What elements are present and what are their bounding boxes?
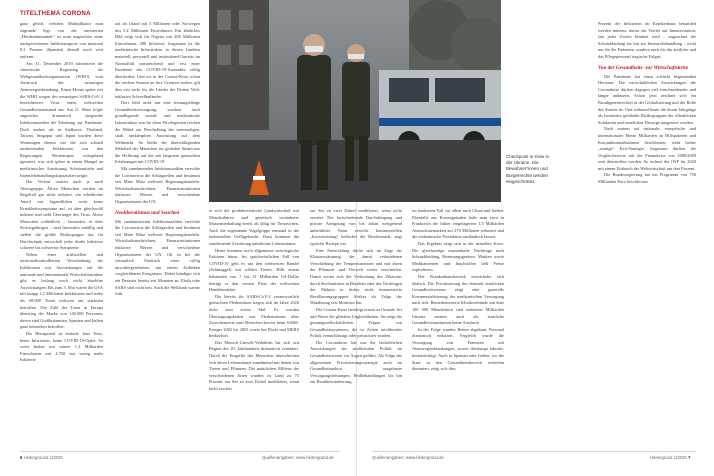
subheading: Von der Gesundheits- zur Wirtschaftskrise — [598, 64, 689, 71]
section-title: TITELTHEMA — [20, 11, 61, 17]
paragraph: Der Krankenhausbereich entwickelte sich ähnlich. Die Privatisierung des ehemals staatlichen Gesundheitswesens zeigt eine generelle Kommerzialisierung der medizinischen Versorgung nach sich. Bemerkenswerte Klinikverbünde mit über 100 000 Mitarbeitern sind mehreren Milliarden Umsatz setzten auch als staatliche Gesundheitsinstitution keine Ausdruck. — [412, 273, 504, 326]
paragraph: Neben einer artifiziellen und territorialkontrollierten Verschiebung der Infektionen mit Auswirkungen auf die nationale und internationale Wirtschaftsstruktur gibt es bislang noch nicht absehbar Auswirkungen: Bis zum 5. Mai waren die USA mit knapp 1,2 Millionen Infektionen und mehr als 68.000 Toten weltweit am stärksten betroffen. Die Zahl der Toten in Europa überstieg die Marke von 140.000 Personen, davon sind Großbritannien, Spanien und Italien ganz besonders betroffen. — [20, 251, 103, 330]
footer-left — [20, 455, 63, 460]
paragraph: zur See zu zwei Drittel modifiziert, wenn nicht zerstört. Die fortschreitende Durchdringung und private Aneignung von bis dahin weitgehend unberührter Natur erweckt kommerziellen „Inwertsetzung“ befördert die Biodiversität, engt typische Biotope ein. — [310, 208, 402, 246]
paragraph: auf als Irland mit 5 Millionen oder Norwegen mit 5,4 Millionen Einwohnern. Ein ähnliches Bild zeigt sich für Nigeria mit 206 Millionen Einwohnern, 280 Infizierte. Insgesamt ist die medizinische Infrastruktur in diesen Ländern materiell, personell und institutionell bereits im Normalfall unzureichend und erst einer Pandemie des COVID-19-Ausmaßes völlig überfordert. Und wo in der Corona-Krise schon die reichen Staaten an ihre Grenzen stoßen, gilt dies erst recht für die Länder der Dritten Welt, inklusive Schwellenländer. — [115, 21, 200, 99]
paragraph: Am 31. Dezember 2019 informierte die chinesische Regierung die Weltgesundheitsorganisation (WHO) vom Ausbruch der neuartigen Atemwegserkrankung. Einen Monat später rief die WHO wegen des neuartigen SARS-CoV-2 bezeichneten Virus einen weltweiten Gesundheitsnotstand aus. Am 11. März folgte angesichts dramatisch steigender Infektionszahlen die Erhebung zur Pandemie. Doch anders als in Südkorea, Thailand, Taiwan, Singapur und Japan wurden diese Warnungen ebenso wie die sich schnell ausbreitenden Infektionen von den Regierungen Westeuropas weitgehend ignoriert, was sich später in einem Mangel an medizinischer Ausrüstung, Schutzmitteln und Intensivbehandlungskapazitäten zeigte. — [20, 60, 103, 178]
publication-name: Hinterground 1/2020 — [23, 455, 63, 460]
text-column-4 — [310, 208, 402, 449]
page-number: 7 — [688, 455, 691, 460]
paragraph: Mit randomisierten Infektionszahlen erreichte die Coronavirus die Schlagzeilen und bestimmt seit Mitte März weltweit Regierungshandeln. Wirtschaftsnachrichten, Finanzinstitutionen inklusive Börsen und verschiedene Organisationen der UN. Oft ist bei der vermutlich Eindruck eines völlig unvorhergesehenen, mit einem Erdbeben vergleichbaren Ereignisses. Dabei kündigte sich ein Desaster bereits seit Monaten an. Ebola oder SARS sind nicht neu. Auch die Weltbank warnte früh. — [115, 218, 200, 297]
footer-source-left — [262, 455, 334, 460]
source-note: Quellenangaben: www.hintergrund.de — [262, 455, 334, 460]
paragraph: In der Folge wurden Betten abgebaut, Personal dramatisch reduziert. Vergleich wurde die Versorgung von Patienten mit Atemwegserkrankungen, soweit überhaupt lukrativ, beeinträchtigt. Auch in Spanien oder Italien, wo der Staat in den Gesundheitsbereich weiterhin dominiert, zeigt sich dies. — [412, 326, 504, 372]
paragraph: Dort fehlt nicht nur eine leistungsfähige Gesundheitsversorgung, sondern auch grundlegende soziale und medizinische Infrastruktur: nur für diese Privilegierten reichen die Mittel zur Beschaffung der notwendigen, stark umkämpften Ausrüstung auf dem Weltmarkt. So bleibt der überwältigenden Mehrheit der Menschen im globalen Süden nur die Hoffnung auf die seit längerem gemachten Erfahrungen mit COVID-19. — [115, 100, 200, 165]
photo-caption: Checkpoint in Kiew in der Ukraine. Die Bewohner*innen und Bürgerrechte werden eingeschränkt. — [506, 154, 550, 184]
subheading: Neoliberalismus und Seuchen — [115, 209, 180, 216]
footer-source-right — [372, 455, 444, 460]
text-column-1 — [20, 21, 103, 449]
section-subtitle: CORONA — [62, 11, 91, 17]
text-column-5 — [412, 208, 504, 449]
paragraph: ganz gleich, welchen Multiplikator man zugrunde legt, von der anvisierten „Herdenimmunität“ ist man ungeachtet einer nachgewiesenen Infektionsquote von maximal 9,3 Prozent (Spanien) überall noch weit entfernt. — [20, 21, 103, 59]
paragraph: te sich die produktivistische Landwirtschaft mit Monokulturen und genetisch veränderter Massentierhaltung bereit als fähig für Tierseuchen. Auch die sogenannte Vogelgrippe entstand in der industriellen Geflügelzucht. Dazu kommen die zunehmende Zerstörung natürlicher Lebensräume. — [209, 208, 299, 246]
text-column-6 — [598, 21, 696, 449]
article-photo — [209, 0, 501, 202]
paragraph: Prozent der Infizierten im Krankenhaus behandelt werden müssen, davon ein Viertel auf Intensivstation, fast jeder Zweite beatmet wird – ungeachtet der Schutzkleidung bis hin zur Intensivbehandlung – nicht nur für die Patienten, sondern auch für das ärztliche und das Pflegepersonal tragische Folgen. — [598, 21, 696, 59]
paragraph: Die Corona-Krise bestätigt erneut auf brutale Art und Weise die globalen Ungleichheiten. Sie zeigt die gesamtgesellschaftlichen Folgen von Gesundheitssystemen, die in Zeiten neoliberaler Politik vernachlässigt oder privatisiert wurden. — [310, 306, 402, 339]
publication-name: Hintergrund 1/2020 — [650, 455, 687, 460]
paragraph: Die Coronakrise hat uns die bedrohlichen Auswirkungen der neoliberalen Politik im Gesundheitswesen vor Augen geführt. Als Folge der allgemeinen Privatisierungsstrategie auch im Gesundheitssektor ausgebaute Versorgungsleistungen, Heilbehandlungen bis hin zur Renditeorientierung. — [310, 339, 402, 385]
paragraph: im konkreten Fall vor allem nach China und Indien. Ebenfalls aus Kostengründen halte man etwa in Frankreich die früher eingelagerten 1,5 Milliarden Atemschutzmasken auf 270 Millionen reduziert und die einheimische Produktion ausländisch lassen. — [412, 208, 504, 240]
paragraph: Die Bundesregierung hat ein Programm von 750 Milliarden Euro beschlossen. — [598, 172, 696, 185]
paragraph: Nach seinem auf nationale, europäische und internationaler Ebene Milliarden an Hilfspaketen und Konjunkturmaßnahmen beschlossen, steht bisher „wenige“ Exit-Strategie. Insgesamt dürften die Vergleichswerte mit der Finanzkrise von 2008/2009 weit übertroffen werden. So rechnet der IWF für 2020 mit einem Einbruch der Weltwirtschaft um drei Prozent. — [598, 126, 696, 171]
paragraph: Die Heinsprotal ist einfach: Jene Tests, keine Infizierten, keine COVID-19-Opfer. So weist Indien mit seinen 1,3 Milliarden Einwohnern mit 4.700 nur wenig mehr Infizierte — [20, 330, 103, 363]
paragraph: Mit zunehmenden Infektionszahlen erreichte die Coronavirus die Schlagzeilen und bestimmt seit Mitte März weltweit Regierungshandeln. Wirtschaftsnachrichten, Finanzinstitutionen inklusive Börsen und verschiedene Organisationen der UN. — [115, 166, 200, 205]
paragraph: Eine Entwicklung dürfte sich im Zuge der Klimaerwärmung, der damit verbundenen Verschiebung der Temperaturzonen und mit ihnen der Pflanzen- und Tierwelt weiter verschärfen. Damit weitet sich die Verbreitung des Zikavirus durch Stechmücken in Brasilien oder das Vordringen der Malaria in bisher nicht immunisierte Bevölkerungsgruppen Afrikas als Folge der Wanderung von Moskitos hin. — [310, 247, 402, 306]
paragraph: Heute kommen noch allgemeine soziologische Faktoren hinzu. Im sprichwörtlichen Fall von COVID-19 geht es um den weltweiten Handel (Schmuggel) mit wilden Tieren. Hilft einem bekannten von 7 bis 21 Milliarden US-Dollar beträgt er den vierten Platz der weltweiten Handelsmärkte. — [209, 247, 299, 293]
footer-rule-right — [372, 451, 696, 452]
paragraph: Die Pandemie hat einen schlicht beginnenden Horizont. Die wirtschaftlichen Auswirkungen der Coronakrise dürften dagegen viel einschneidender und länger andauern. Schon jetzt zeichnet sich ein Paradigmenwechsel in der Globalisierung und der Rolle des Staates ab. Und während heute die ihrem Jahrgänge als besonders gefährdet Risikogruppen der öffentlichen Solidarität und staatlichen Fürsorge ausgesetzt werden. — [598, 73, 696, 125]
footer-rule-left — [20, 451, 340, 452]
paragraph: Das Ergebnis zeigt sich in der aktuellen Krise: Die gleichzeitige massenhafte Nachfrage nach Schutzkleidung, Beatmungsgeräten, Masken sowie Medikamenten und Impfstoffen ließ Preise explodieren. — [412, 240, 504, 273]
paragraph: Die bereits für SARS-CoV-2 verantwortlich gemachten Fledermäuse tragen sich im Jahre 2020 nicht zum ersten Mal: Es wurden Übertragungsketten von Fledermäusen über Zwischenwirte zum Menschen bereits beim SARS-Erreger 2002 bis 2003 sowie bei Ebola und MERS beobachtet. — [209, 293, 299, 339]
footer-right — [650, 455, 690, 460]
text-column-2 — [115, 21, 200, 449]
source-note: Quellenangaben: www.hintergrund.de — [372, 455, 444, 460]
paragraph: Das Mensch-Umwelt-Verhältnis hat sich seit Beginn des 20. Jahrhunderts dramatisch verändert. Durch die Eingriffe des Menschen überschreiten sich deren Lebensräume zunehmend mit denen von Tieren und Pflanzen. Die natürlichen Milieus der verschiedenen Arten wurden zu Land zu 75 Prozent, zur See zu zwei Drittel modifiziert, wenn nicht zerstört. — [209, 339, 299, 392]
paragraph: Der Verlauf variiert auch je nach Altersgruppe. Ältere Menschen werden im Regelfall gar nicht infiziert, ein erheblicher Anteil von Jugendlichen weist keine Krankheitssymptome auf, ist aber gleichwohl infiziert und stellt Überträger des Virus. Ältere Menschen schließlich – besonders in über Sechzigjährigen – sind besonders anfällig und stellen die größte Risikogruppe dar. Im Durchschnitt entwickelt jeder fünfte Infizierte schwere bis schwerste Symptome. — [20, 179, 103, 251]
checkpoint-photo — [209, 0, 501, 202]
text-column-3 — [209, 208, 299, 449]
section-header — [20, 11, 91, 17]
page-number: 6 — [20, 455, 23, 460]
